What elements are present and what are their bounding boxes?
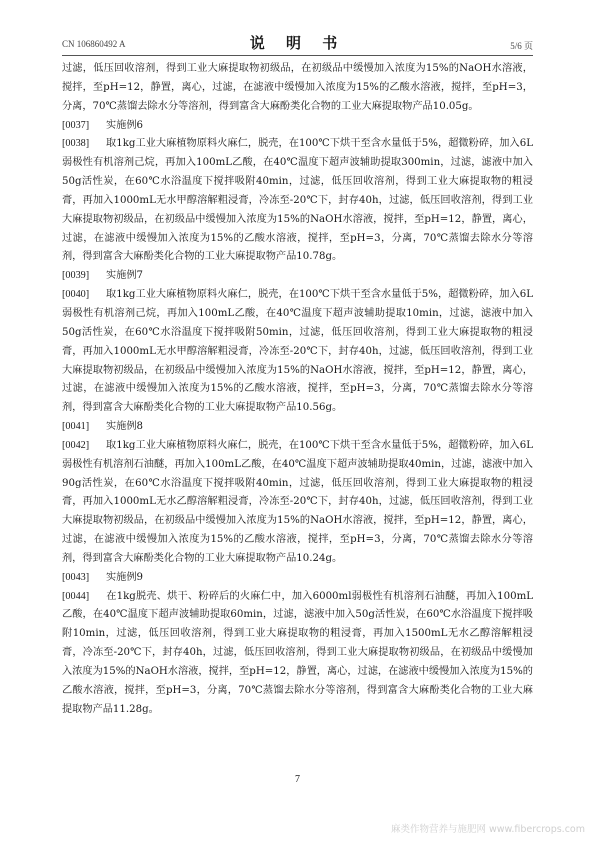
paragraph-number: [0039] — [62, 270, 90, 282]
paragraph-text: 取1kg工业大麻植物原料火麻仁，脱壳，在100℃下烘干至含水量低于5%，超微粉碎，加入6L弱极性有机溶剂石油醚，再加入100mL乙酸，在40℃温度下超声波辅助提取40min，过滤，滤液中加入90g活性炭，在60℃水浴温度下搅拌吸附40min，过滤，低压回收溶剂，得到工业大麻提取物的粗浸膏，再加入1000mL无水乙醇溶解粗浸膏，冷冻至-20℃下，封存40h，过滤，低压回收溶剂，得到工业大麻提取物初级品，在初级品中缓慢加入浓度为15%的NaOH水溶液，搅拌，至pH=12，静置，离心，过滤，在滤液中缓慢加入浓度为15%的乙酸水溶液，搅拌，至pH=3，分离，70℃蒸馏去除水分等溶剂，得到富含大麻酚类化合物的工业大麻提取物产品10.24g。 — [62, 439, 533, 564]
paragraph-text: 取1kg工业大麻植物原料火麻仁，脱壳，在100℃下烘干至含水量低于5%，超微粉碎，加入6L弱极性有机溶剂己烷，再加入100mL乙酸，在40℃温度下超声波辅助提取10min，过滤，滤液中加入50g活性炭，在60℃水浴温度下搅拌吸附50min，过滤，低压回收溶剂，得到工业大麻提取物的粗浸膏，再加入1000mL无水甲醇溶解粗浸膏，冷冻至-20℃下，封存40h，过滤，低压回收溶剂，得到工业大麻提取物初级品，在初级品中缓慢加入浓度为15%的NaOH水溶液，搅拌，至pH=12，静置，离心，过滤，在滤液中缓慢加入浓度为15%的乙酸水溶液，搅拌，至pH=3，分离，70℃蒸馏去除水分等溶剂，得到富含大麻酚类化合物的工业大麻提取物产品10.56g。 — [62, 289, 533, 414]
page-header — [62, 32, 533, 54]
paragraph-text: 取1kg工业大麻植物原料火麻仁，脱壳，在100℃下烘干至含水量低于5%，超微粉碎，加入6L弱极性有机溶剂己烷，再加入100mL乙酸，在40℃温度下超声波辅助提取300min，过滤，滤液中加入50g活性炭，在60℃水浴温度下搅拌吸附40min，过滤，低压回收溶剂，得到工业大麻提取物的粗浸膏，再加入1000mL无水甲醇溶解粗浸膏，冷冻至-20℃下，封存40h，过滤，低压回收溶剂，得到工业大麻提取物初级品，在初级品中缓慢加入浓度为15%的NaOH水溶液，搅拌，至pH=12，静置，离心，过滤，在滤液中缓慢加入浓度为15%的乙酸水溶液，搅拌，至pH=3，分离，70℃蒸馏去除水分等溶剂，得到富含大麻酚类化合物的工业大麻提取物产品10.78g。 — [62, 138, 533, 263]
paragraph-number: [0044] — [62, 590, 90, 602]
paragraph-text: 在1kg脱壳、烘干、粉碎后的火麻仁中，加入6000ml弱极性有机溶剂石油醚，再加入100mL乙酸，在40℃温度下超声波辅助提取60min，过滤，滤液中加入50g活性炭，在60℃水浴温度下搅拌吸附10min，过滤，低压回收溶剂，得到工业大麻提取物的粗浸膏，再加入1500mL无水乙醇溶解粗浸膏，冷冻至-20℃下，封存40h，过滤，低压回收溶剂，得到工业大麻提取物初级品，在初级品中缓慢加入浓度为15%的NaOH水溶液，搅拌，至pH=12，静置，离心，过滤，在滤液中缓慢加入浓度为15%的乙酸水溶液，搅拌，至pH=3，分离，70℃蒸馏去除水分等溶剂，得到富含大麻酚类化合物的工业大麻提取物产品11.28g。 — [62, 590, 533, 715]
paragraph — [62, 569, 533, 588]
paragraph — [62, 588, 533, 720]
paragraph — [62, 286, 533, 418]
paragraph-number: [0037] — [62, 119, 90, 131]
header-rule — [62, 55, 533, 56]
paragraph-number: [0041] — [62, 421, 90, 433]
paragraph-text: 实施例7 — [106, 270, 144, 282]
document-body — [62, 60, 533, 720]
paragraph — [62, 418, 533, 437]
paragraph-text: 实施例6 — [106, 119, 144, 131]
patent-id: CN 106860492 A — [62, 39, 126, 49]
paragraph-continuation — [62, 60, 533, 117]
paragraph-number: [0040] — [62, 289, 90, 301]
paragraph — [62, 135, 533, 267]
paragraph-text: 实施例8 — [106, 421, 144, 433]
paragraph — [62, 117, 533, 136]
paragraph — [62, 267, 533, 286]
paragraph — [62, 437, 533, 569]
paragraph-number: [0043] — [62, 571, 90, 583]
watermark: 麻类作物营养与施肥网 www.fibercrops.com — [390, 824, 585, 835]
paragraph-text: 实施例9 — [106, 571, 144, 583]
paragraph-number: [0042] — [62, 439, 90, 451]
paragraph-number: [0038] — [62, 138, 90, 150]
paragraph-text: 过滤，低压回收溶剂，得到工业大麻提取物初级品，在初级品中缓慢加入浓度为15%的NaOH水溶液，搅拌，至pH=12，静置，离心，过滤，在滤液中缓慢加入浓度为15%的乙酸水溶液，搅拌，至pH=3，分离，70℃蒸馏去除水分等溶剂，得到富含大麻酚类化合物的工业大麻提取物产品10.05g。 — [62, 63, 533, 112]
document-title: 说 明 书 — [249, 34, 346, 52]
page-number: 7 — [295, 774, 300, 785]
page-indicator: 5/6 页 — [510, 41, 533, 51]
